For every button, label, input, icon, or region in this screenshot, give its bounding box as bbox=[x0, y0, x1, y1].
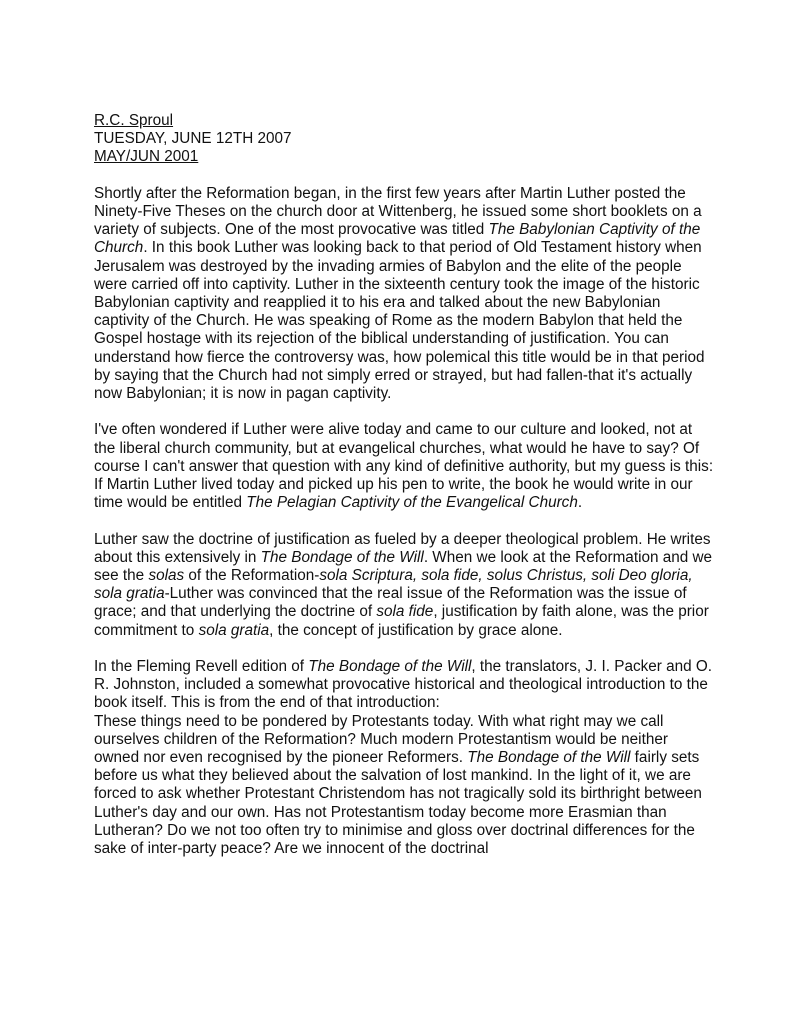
text-run: , the translators, J. I. Packer and O. R. Johnston, included a somewhat provocative historical and theological introduction to the book itself. This is from the end of that introduction: bbox=[94, 658, 713, 712]
author-line: R.C. Sproul bbox=[94, 112, 174, 129]
issue-line: MAY/JUN 2001 bbox=[94, 148, 199, 166]
text-run: . bbox=[577, 494, 583, 512]
italic-text: The Babylonian Captivity of the Church bbox=[94, 221, 701, 257]
italic-text: The Pelagian Captivity of the Evangelical Church bbox=[246, 494, 578, 512]
italic-text: sola gratia bbox=[198, 621, 270, 639]
header-spacer bbox=[94, 167, 714, 185]
document-page bbox=[94, 112, 714, 858]
italic-text: The Bondage of the Will bbox=[308, 658, 472, 676]
document-header bbox=[94, 112, 714, 167]
text-run: These things need to be pondered by Protestants today. With what right may we call ourselves children of the Reformation? Much modern Protestantism would be neither owned nor even recognised by the pioneer Reformers. bbox=[94, 712, 668, 767]
text-run: fairly sets before us what they believed about the salvation of lost mankind. In the light of it, we are forced to ask whether Protestant Christendom has not tragically sold its birthright between Luther's day and our own. Has not Protestantism today become more Erasmian than Lutheran? Do we not too often try to minimise and gloss over doctrinal differences for the sake of inter-party peace? Are we innocent of the doctrinal bbox=[94, 749, 702, 858]
italic-text: solas bbox=[148, 567, 185, 585]
text-run: . In this book Luther was looking back to that period of Old Testament history when Jerusalem was destroyed by the invading armies of Babylon and the elite of the people were carried off into captivity. Luther in the sixteenth century took the image of the historic Babylonian captivity and reapplied it to his era and talked about the new Babylonian captivity of the Church. He was speaking of Rome as the modern Babylon that held the Gospel hostage with its rejection of the biblical understanding of justification. You can understand how fierce the controversy was, how polemical this title would be in that period by saying that the Church had not simply erred or strayed, but had fallen-that it's actually now Babylonian; it is now in pagan captivity. bbox=[94, 239, 705, 403]
italic-text: The Bondage of the Will bbox=[260, 548, 424, 566]
text-run: -Luther was convinced that the real issue of the Reformation was the issue of grace; and that underlying the doctrine of bbox=[94, 585, 687, 621]
paragraph-p5 bbox=[94, 713, 714, 859]
italic-text: The Bondage of the Will bbox=[467, 749, 631, 767]
paragraph-p2 bbox=[94, 421, 714, 512]
text-run: , justification by faith alone, was the prior commitment to bbox=[94, 603, 709, 639]
paragraph-p3 bbox=[94, 531, 714, 640]
text-run: . When we look at the Reformation and we see the bbox=[94, 548, 713, 585]
article-body bbox=[94, 185, 714, 858]
italic-text: sola fide bbox=[376, 603, 434, 621]
text-run: In the Fleming Revell edition of bbox=[94, 658, 309, 676]
text-run: I've often wondered if Luther were alive today and came to our culture and looked, not at the liberal church community, but at evangelical churches, what would he have to say? Of course I can't answer that question with any kind of definitive authority, but my guess is this: If Martin Luther lived today and picked up his pen to write, the book he would write in our time would be entitled bbox=[94, 421, 714, 512]
paragraph-p1 bbox=[94, 185, 714, 403]
text-run: of the Reformation- bbox=[184, 567, 320, 585]
text-run: Shortly after the Reformation began, in the first few years after Martin Luther posted the Ninety-Five Theses on the church door at Wittenberg, he issued some short booklets on a variety of subjects. One of the most provocative was titled bbox=[94, 184, 702, 239]
italic-text: sola Scriptura, sola fide, solus Christus, soli Deo gloria, sola gratia bbox=[94, 567, 693, 603]
text-run: Luther saw the doctrine of justification as fueled by a deeper theological problem. He writes about this extensively in bbox=[94, 530, 711, 566]
text-run: , the concept of justification by grace alone. bbox=[269, 621, 563, 639]
date-line: TUESDAY, JUNE 12TH 2007 bbox=[94, 130, 292, 148]
paragraph-p4 bbox=[94, 658, 714, 713]
